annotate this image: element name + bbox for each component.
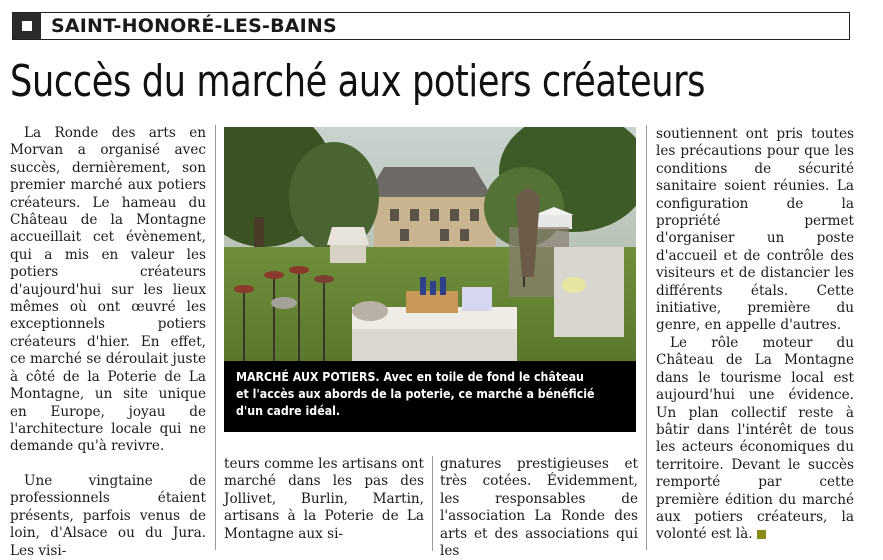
article-headline: Succès du marché aux potiers créateurs [10,56,706,107]
rubric-label: SAINT-HONORÉ-LES-BAINS [51,15,337,37]
article-column-4 [656,126,854,544]
column-divider [646,125,647,550]
column-divider [215,125,216,550]
rubric-square-icon [13,13,41,39]
article-column-1-bottom [10,473,206,560]
article-column-1 [10,125,206,456]
section-rubric [12,12,850,40]
column-4-paragraph-2: Le rôle moteur du Château de La Montagne dans le tourisme local est aujourd'hui une évidence. Un plan collectif reste à bâtir dans l'intérêt de tous les acteurs économiques du territoire. Devant le succès remporté par cette première édition du marché aux potiers créateurs, la volonté est là. [656,334,854,543]
photo-caption [236,369,599,420]
caption-text: Avec en toile de fond le château et l'accès aux abords de la poterie, ce marché a bénéficié d'un cadre idéal. [236,370,595,418]
column-2-text: teurs comme les artisans ont marché dans les pas des Jollivet, Burlin, Martin, artisans à la Poterie de La Montagne aux si- [224,456,424,542]
column-1-paragraph-2: Une vingtaine de professionnels étaient présents, parfois venus de loin, d'Alsace ou du Jura. Les visi- [10,473,206,559]
end-of-article-square-icon [757,530,766,539]
article-column-3 [440,456,638,560]
column-3-text: gnatures prestigieuses et très cotées. Évidemment, les responsables de l'association La Ronde des arts et des associations qui les [440,456,638,560]
article-column-2 [224,456,424,543]
column-1-paragraph-1: La Ronde des arts en Morvan a organisé avec succès, dernièrement, son premier marché aux potiers créateurs. Le hameau du Château de la Montagne accueillait cet évènement, qui a mis en valeur les potiers créateurs d'aujourd'hui sur les lieux mêmes où ont œuvré les exceptionnels potiers créateurs d'hier. En effet, ce marché se déroulait juste à côté de la Poterie de La Montagne, un site unique en Europe, joyau de l'architecture locale qui ne demande qu'à revivre. [10,125,206,455]
column-divider [432,456,433,551]
column-4-paragraph-1: soutiennent ont pris toutes les précautions pour que les conditions de sécurité sanitaire soient réunies. La configuration de la propriété permet d'organiser un poste d'accueil et de contrôle des visiteurs et de distancier les différents étals. Cette initiative, première du genre, en appelle d'autres. [656,126,854,334]
caption-title: MARCHÉ AUX POTIERS. [236,370,380,384]
